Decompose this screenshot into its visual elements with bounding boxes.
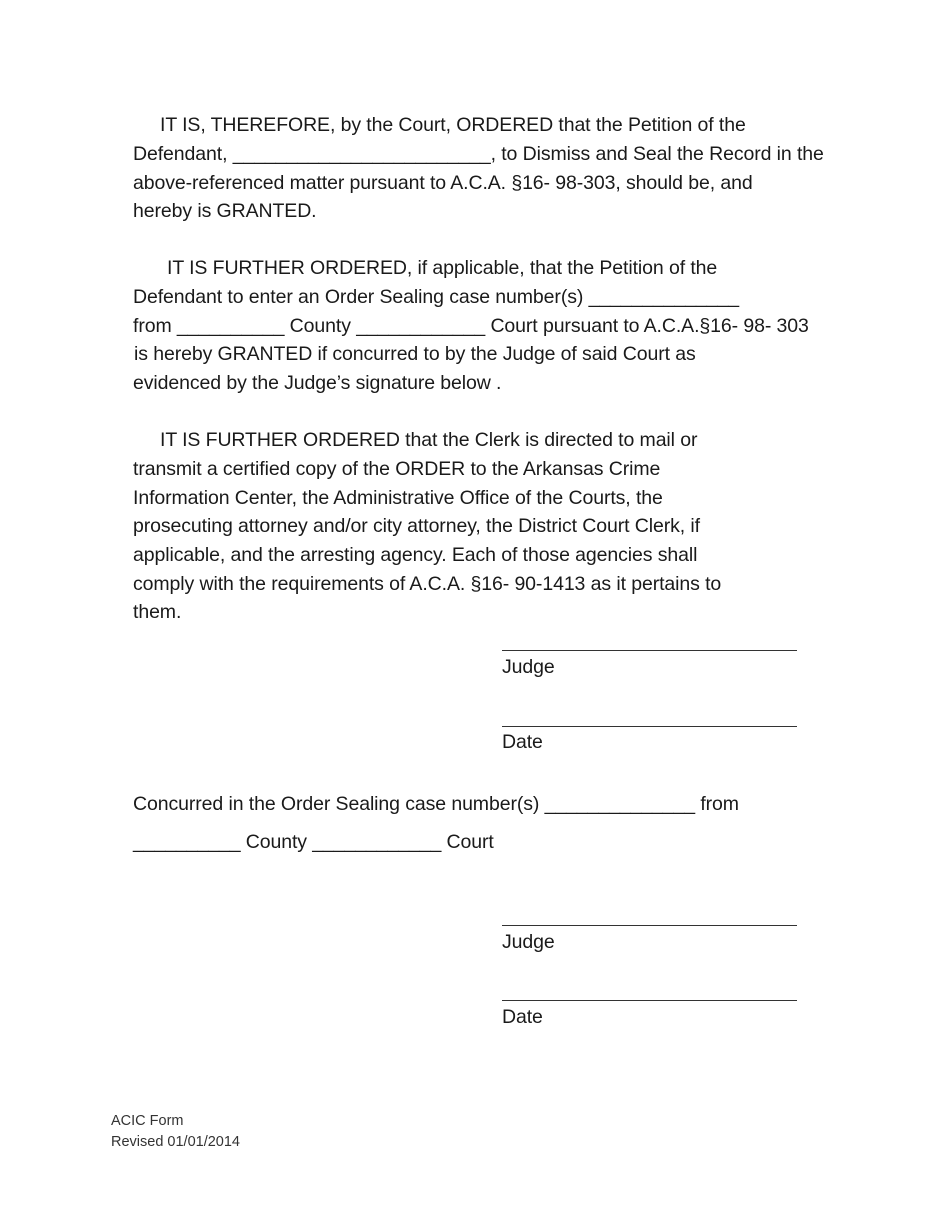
revision-date: Revised 01/01/2014 xyxy=(111,1134,240,1150)
judge-label: Judge xyxy=(502,931,555,953)
judge-signature-line[interactable] xyxy=(502,925,797,926)
paragraph-line: applicable, and the arresting agency. Each of those agencies shall xyxy=(133,544,698,566)
paragraph-line: is hereby GRANTED if concurred to by the Judge of said Court as xyxy=(134,343,696,365)
paragraph-line: from __________ County ____________ Court pursuant to A.C.A.§16- 98- 303 xyxy=(133,315,809,337)
paragraph-line: IT IS FURTHER ORDERED, if applicable, that the Petition of the xyxy=(167,257,718,279)
paragraph-line: __________ County ____________ Court xyxy=(133,831,494,853)
paragraph-line: IT IS, THEREFORE, by the Court, ORDERED that the Petition of the xyxy=(160,114,746,136)
paragraph-line: Information Center, the Administrative Office of the Courts, the xyxy=(133,487,663,509)
paragraph-line: evidenced by the Judge’s signature below . xyxy=(133,372,502,394)
paragraph-line: IT IS FURTHER ORDERED that the Clerk is directed to mail or xyxy=(160,429,698,451)
paragraph-line: prosecuting attorney and/or city attorney, the District Court Clerk, if xyxy=(133,515,700,537)
date-signature-line[interactable] xyxy=(502,1000,797,1001)
form-name: ACIC Form xyxy=(111,1113,184,1129)
paragraph-line: Concurred in the Order Sealing case number(s) ______________ from xyxy=(133,793,739,815)
judge-signature-line[interactable] xyxy=(502,650,797,651)
paragraph-line: transmit a certified copy of the ORDER to the Arkansas Crime xyxy=(133,458,661,480)
paragraph-line: them. xyxy=(133,601,182,623)
paragraph-line: Defendant to enter an Order Sealing case number(s) ______________ xyxy=(133,286,739,308)
paragraph-line: Defendant, ________________________, to Dismiss and Seal the Record in the xyxy=(133,143,824,165)
date-signature-line[interactable] xyxy=(502,726,797,727)
paragraph-line: comply with the requirements of A.C.A. §16- 90-1413 as it pertains to xyxy=(133,573,722,595)
judge-label: Judge xyxy=(502,656,555,678)
date-label: Date xyxy=(502,1006,543,1028)
paragraph-line: hereby is GRANTED. xyxy=(133,200,317,222)
paragraph-line: above-referenced matter pursuant to A.C.A. §16- 98-303, should be, and xyxy=(133,172,753,194)
date-label: Date xyxy=(502,731,543,753)
